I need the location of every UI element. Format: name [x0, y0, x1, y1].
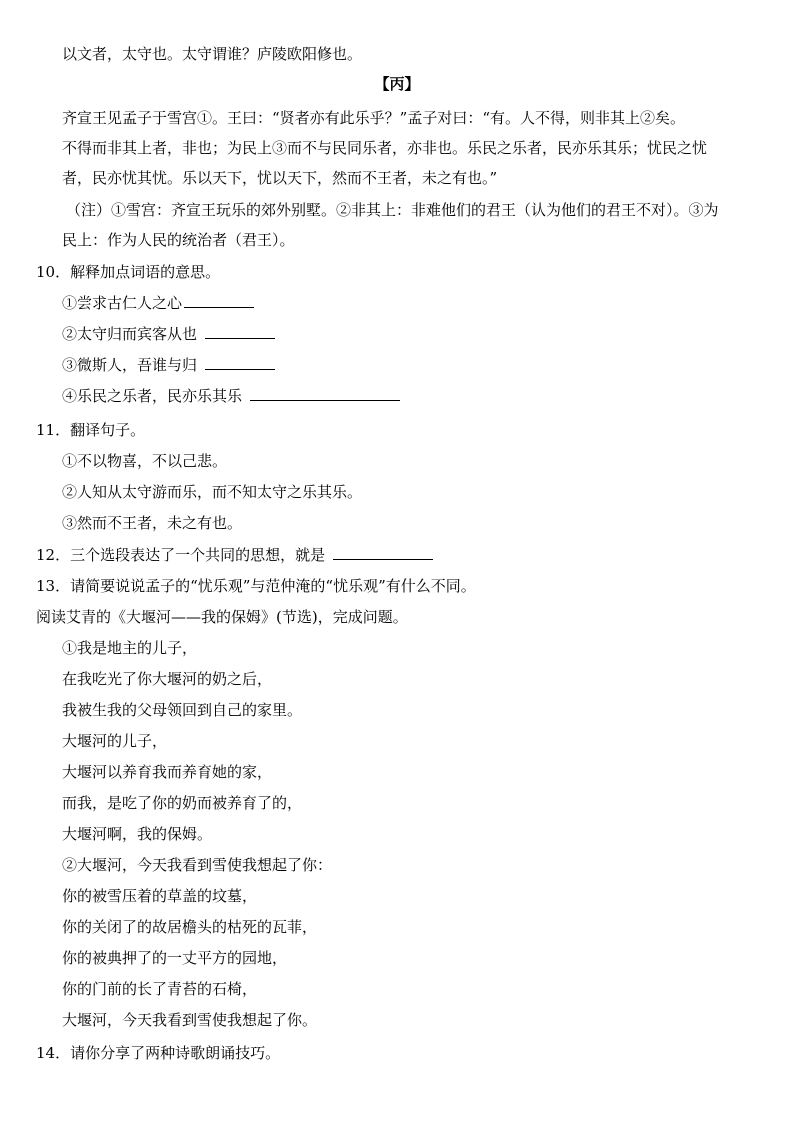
poem-line: 大堰河以养育我而养育她的家， — [62, 763, 273, 781]
answer-blank[interactable] — [333, 545, 433, 560]
answer-blank[interactable] — [205, 355, 275, 370]
poem-line: 你的被雪压着的草盖的坟墓， — [62, 887, 258, 905]
answer-blank[interactable] — [250, 386, 400, 401]
section-heading-bing: 【丙】 — [374, 75, 420, 93]
answer-blank[interactable] — [205, 324, 275, 339]
note-line: （注）①雪宫：齐宣王玩乐的郊外别墅。②非其上：非难他们的君王（认为他们的君王不对）。③为 — [66, 201, 719, 219]
poem-line: 在我吃光了你大堰河的奶之后， — [62, 670, 273, 688]
question-12 — [36, 545, 736, 565]
text-line: 以文者，太守也。太守谓谁？庐陵欧阳修也。 — [62, 45, 363, 63]
question-item — [62, 386, 762, 406]
poem-line: 大堰河的儿子， — [62, 732, 168, 750]
poem-line: 你的门前的长了青苔的石椅， — [62, 980, 258, 998]
question-13: 13．请简要说说孟子的“忧乐观”与范仲淹的“忧乐观”有什么不同。 — [36, 577, 476, 595]
question-item: ②人知从太守游而乐，而不知太守之乐其乐。 — [62, 483, 363, 501]
poem-line: ②大堰河，今天我看到雪使我想起了你： — [62, 856, 333, 874]
item-text: ④乐民之乐者，民亦乐其乐 — [62, 387, 243, 405]
question-item — [62, 293, 762, 313]
question-item: ③然而不王者，未之有也。 — [62, 514, 243, 532]
item-text: ①尝求古仁人之心 — [62, 294, 183, 312]
note-line: 民上：作为人民的统治者（君王）。 — [62, 231, 295, 249]
item-text: ②太守归而宾客从也 — [62, 325, 198, 343]
paragraph-line: 者，民亦忧其忧。乐以天下，忧以天下，然而不王者，未之有也。” — [62, 169, 498, 187]
poem-line: 你的被典押了的一丈平方的园地， — [62, 949, 288, 967]
poem-line: 我被生我的父母领回到自己的家里。 — [62, 701, 303, 719]
item-text: ③微斯人，吾谁与归 — [62, 356, 198, 374]
answer-blank[interactable] — [184, 293, 254, 308]
paragraph-line: 齐宣王见孟子于雪宫①。王曰：“贤者亦有此乐乎？”孟子对曰：“有。人不得，则非其上②矣。 — [62, 109, 686, 127]
question-item: ①不以物喜，不以己悲。 — [62, 452, 228, 470]
item-text: 12．三个选段表达了一个共同的思想，就是 — [36, 546, 326, 564]
poem-line: 大堰河，今天我看到雪使我想起了你。 — [62, 1011, 318, 1029]
paragraph-line: 不得而非其上者，非也；为民上③而不与民同乐者，亦非也。乐民之乐者，民亦乐其乐；忧民之忧 — [62, 139, 708, 157]
poem-line: 你的关闭了的故居檐头的枯死的瓦菲， — [62, 918, 318, 936]
question-10: 10．解释加点词语的意思。 — [36, 263, 221, 281]
question-item — [62, 355, 762, 375]
question-item — [62, 324, 762, 344]
reading-instruction: 阅读艾青的《大堰河——我的保姆》(节选)，完成问题。 — [36, 608, 408, 626]
poem-line: 而我，是吃了你的奶而被养育了的， — [62, 794, 303, 812]
poem-line: ①我是地主的儿子， — [62, 639, 198, 657]
question-11: 11．翻译句子。 — [36, 421, 146, 439]
poem-line: 大堰河啊，我的保姆。 — [62, 825, 213, 843]
question-14: 14．请你分享了两种诗歌朗诵技巧。 — [36, 1044, 281, 1062]
